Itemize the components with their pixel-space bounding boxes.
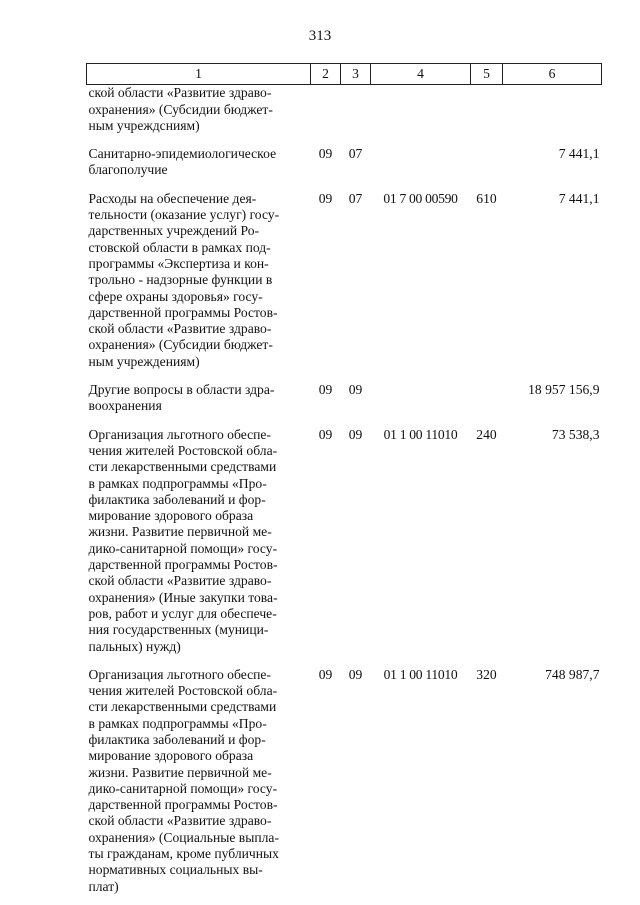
row-name-line: программы «Экспертиза и кон- bbox=[88, 255, 269, 271]
row-name-line: дико-санитарной помощи» госу- bbox=[88, 780, 278, 796]
row-name-line: сти лекарственными средствами bbox=[88, 459, 277, 475]
row-name-line: мирование здорового образа bbox=[88, 508, 254, 524]
row-name-line: плат) bbox=[88, 878, 119, 894]
target-article-cell bbox=[371, 85, 471, 137]
row-name-line: ров, работ и услуг для обеспече- bbox=[88, 605, 277, 621]
row-name-line: воохранения bbox=[88, 398, 162, 414]
table-row bbox=[87, 373, 602, 418]
subsection-code-cell: 09 bbox=[348, 666, 363, 682]
row-name-line: дарственной программы Ростов- bbox=[88, 304, 278, 320]
budget-table bbox=[86, 63, 602, 898]
row-name-line: жизни. Развитие первичной ме- bbox=[88, 524, 272, 540]
row-name-line: Другие вопросы в области здра- bbox=[88, 382, 275, 398]
row-name-cell bbox=[87, 373, 311, 418]
table-body bbox=[87, 85, 602, 898]
row-name-line: нормативных социальных вы- bbox=[88, 862, 263, 878]
table-row bbox=[87, 182, 602, 373]
header-col-5: 5 bbox=[471, 64, 503, 85]
row-name-line: ской области «Развитие здраво- bbox=[88, 573, 272, 589]
expense-type-cell bbox=[471, 373, 503, 418]
row-name-line: чения жителей Ростовской обла- bbox=[88, 683, 278, 699]
section-code-cell: 09 bbox=[318, 146, 333, 162]
row-name-line: тельности (оказание услуг) госу- bbox=[88, 207, 280, 223]
row-name-line: в рамках подпрограммы «Про- bbox=[88, 715, 267, 731]
row-name-line: пальных) нужд) bbox=[88, 638, 181, 654]
section-code-cell: 09 bbox=[318, 382, 333, 398]
amount-cell: 73 538,3 bbox=[551, 426, 600, 442]
row-name-line: дико-санитарной помощи» госу- bbox=[88, 540, 278, 556]
header-col-4: 4 bbox=[371, 64, 471, 85]
page-number: 313 bbox=[308, 28, 332, 44]
row-name-line: дарственной программы Ростов- bbox=[88, 797, 278, 813]
expense-type-cell bbox=[471, 85, 503, 137]
section-code-cell bbox=[311, 85, 341, 137]
row-name-cell bbox=[87, 182, 311, 373]
section-code-cell: 09 bbox=[318, 666, 333, 682]
section-code-cell: 09 bbox=[318, 190, 333, 206]
row-name-line: ния государственных (муници- bbox=[88, 622, 269, 638]
row-name-line: благополучие bbox=[88, 162, 168, 178]
row-name-line: Расходы на обеспечение дея- bbox=[88, 190, 257, 206]
subsection-code-cell: 07 bbox=[348, 146, 363, 162]
header-col-1: 1 bbox=[87, 64, 311, 85]
table-header-row bbox=[87, 64, 602, 85]
row-name-line: охранения» (Субсидии бюджет- bbox=[88, 101, 273, 117]
row-name-line: охранения» (Субсидии бюджет- bbox=[88, 337, 273, 353]
row-name-line: мирование здорового образа bbox=[88, 748, 254, 764]
row-name-line: охранения» (Иные закупки това- bbox=[88, 589, 278, 605]
row-name-line: охранения» (Социальные выпла- bbox=[88, 829, 279, 845]
row-name-line: в рамках подпрограммы «Про- bbox=[88, 475, 267, 491]
row-name-line: ской области «Развитие здраво- bbox=[88, 85, 272, 101]
row-name-cell bbox=[87, 85, 311, 137]
row-name-line: трольно - надзорные функции в bbox=[88, 272, 273, 288]
row-name-line: дарственной программы Ростов- bbox=[88, 557, 278, 573]
subsection-code-cell bbox=[341, 85, 371, 137]
table-row bbox=[87, 418, 602, 658]
expense-type-cell: 240 bbox=[476, 426, 497, 442]
row-name-line: чения жителей Ростовской обла- bbox=[88, 442, 278, 458]
row-name-cell bbox=[87, 658, 311, 898]
table-row bbox=[87, 658, 602, 898]
row-name-line: ской области «Развитие здраво- bbox=[88, 321, 272, 337]
row-name-cell bbox=[87, 137, 311, 182]
header-col-3: 3 bbox=[341, 64, 371, 85]
row-name-line: стовской области в рамках под- bbox=[88, 239, 271, 255]
row-name-line: дарственных учреждений Ро- bbox=[88, 223, 260, 239]
row-name-line: Организация льготного обеспе- bbox=[88, 426, 271, 442]
expense-type-cell: 610 bbox=[476, 190, 497, 206]
target-article-cell bbox=[371, 373, 471, 418]
header-col-6: 6 bbox=[503, 64, 602, 85]
subsection-code-cell: 09 bbox=[348, 382, 363, 398]
row-name-line: филактика заболеваний и фор- bbox=[88, 491, 266, 507]
row-name-cell bbox=[87, 418, 311, 658]
row-name-line: ской области «Развитие здраво- bbox=[88, 813, 272, 829]
target-article-cell: 01 7 00 00590 bbox=[383, 190, 458, 206]
header-col-2: 2 bbox=[311, 64, 341, 85]
row-name-line: ным учреждсниям) bbox=[88, 117, 200, 133]
row-name-line: Санитарно-эпидемиологическое bbox=[88, 146, 277, 162]
target-article-cell bbox=[371, 137, 471, 182]
row-name-line: сти лекарственными средствами bbox=[88, 699, 277, 715]
row-name-line: Организация льготного обеспе- bbox=[88, 666, 271, 682]
expense-type-cell bbox=[471, 137, 503, 182]
subsection-code-cell: 09 bbox=[348, 426, 363, 442]
row-name-line: сфере охраны здоровья» госу- bbox=[88, 288, 263, 304]
row-name-line: филактика заболеваний и фор- bbox=[88, 731, 266, 747]
row-name-line: ным учреждениям) bbox=[88, 353, 200, 369]
target-article-cell: 01 1 00 11010 bbox=[383, 426, 458, 442]
amount-cell: 748 987,7 bbox=[545, 666, 600, 682]
amount-cell: 18 957 156,9 bbox=[528, 382, 600, 398]
expense-type-cell: 320 bbox=[476, 666, 497, 682]
subsection-code-cell: 07 bbox=[348, 190, 363, 206]
table-row bbox=[87, 137, 602, 182]
row-name-line: ты гражданам, кроме публичных bbox=[88, 846, 279, 862]
amount-cell: 7 441,1 bbox=[558, 190, 600, 206]
table-row bbox=[87, 85, 602, 137]
row-name-line: жизни. Развитие первичной ме- bbox=[88, 764, 272, 780]
section-code-cell: 09 bbox=[318, 426, 333, 442]
target-article-cell: 01 1 00 11010 bbox=[383, 666, 458, 682]
amount-cell bbox=[503, 85, 602, 137]
amount-cell: 7 441,1 bbox=[558, 146, 600, 162]
